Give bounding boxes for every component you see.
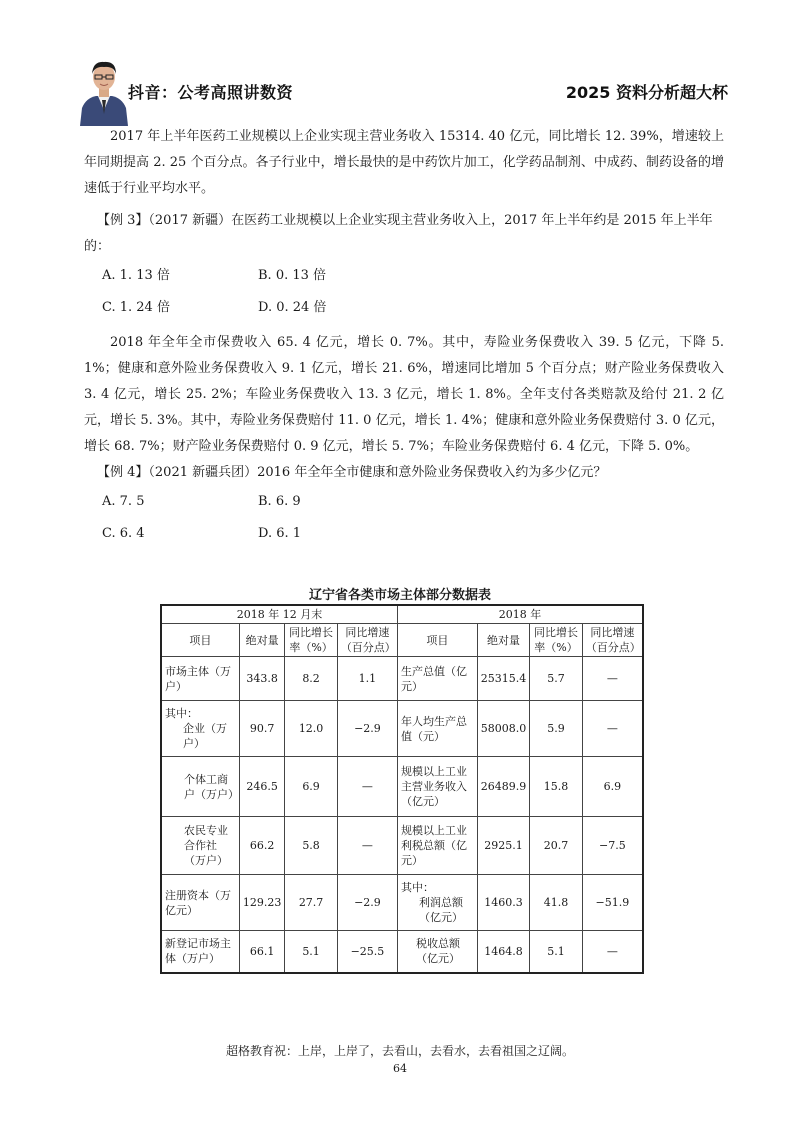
table-cell: 6.9 <box>582 757 643 817</box>
column-header: 绝对量 <box>477 624 530 657</box>
table-cell: 20.7 <box>530 817 582 875</box>
paragraph-medical-industry: 2017 年上半年医药工业规模以上企业实现主营业务收入 15314. 40 亿元，同比增长 12. 39%，增速较上年同期提高 2. 25 个百分点。各子行业中，增长最快的是中药饮片加工，化学药品制剂、中成药、制药设备的增速低于行业平均水平。 <box>84 129 724 196</box>
table-cell: −51.9 <box>582 875 643 931</box>
sub-label: 其中： <box>401 881 435 894</box>
header-douyin-label: 抖音：公考高照讲数资 <box>128 83 294 102</box>
page-footer-slogan: 超格教育祝：上岸，上岸了，去看山，去看水，去看祖国之辽阔。 <box>225 1044 574 1058</box>
example-4-options-row-2 <box>102 518 724 550</box>
table-cell <box>398 875 478 931</box>
table-cell: 规模以上工业利税总额（亿元） <box>398 817 478 875</box>
option-b: B. 6. 9 <box>258 494 301 509</box>
main-content <box>84 124 724 550</box>
table-cell: 新登记市场主体（万户） <box>161 931 239 973</box>
example-3-options-row-1 <box>102 260 724 292</box>
column-header: 同比增长率（%） <box>530 624 582 657</box>
table-cell: 5.1 <box>285 931 337 973</box>
header-book-title: 2025 资料分析超大杯 <box>565 83 728 102</box>
table-row <box>161 931 643 973</box>
author-photo <box>78 52 130 126</box>
row-label: 利润总额（亿元） <box>419 896 464 924</box>
table-cell: 5.9 <box>530 701 582 757</box>
table-cell: 25315.4 <box>477 657 530 701</box>
column-header: 同比增速（百分点） <box>582 624 643 657</box>
table-cell: 农民专业合作社（万户） <box>161 817 239 875</box>
column-header: 项目 <box>398 624 478 657</box>
option-d: D. 0. 24 倍 <box>258 300 327 315</box>
table-cell: 5.8 <box>285 817 337 875</box>
option-c: C. 1. 24 倍 <box>102 300 170 315</box>
option-c: C. 6. 4 <box>102 526 145 541</box>
table-cell: 5.7 <box>530 657 582 701</box>
table-title: 辽宁省各类市场主体部分数据表 <box>308 588 491 603</box>
group-header-right: 2018 年 <box>398 605 643 624</box>
table-cell: 年人均生产总值（元） <box>398 701 478 757</box>
table-cell: 5.1 <box>530 931 582 973</box>
table-cell: — <box>337 757 397 817</box>
table-cell: 15.8 <box>530 757 582 817</box>
table-cell: — <box>337 817 397 875</box>
column-header: 同比增速（百分点） <box>337 624 397 657</box>
table-cell: 生产总值（亿元） <box>398 657 478 701</box>
table-cell: 66.1 <box>239 931 285 973</box>
example-4-options-row-1 <box>102 486 724 518</box>
page-header <box>78 52 728 132</box>
option-a: A. 7. 5 <box>102 494 145 509</box>
group-header-left: 2018 年 12 月末 <box>161 605 398 624</box>
table-row <box>161 657 643 701</box>
table-cell: 26489.9 <box>477 757 530 817</box>
example-4-question: 【例 4】（2021 新疆兵团）2016 年全年全市健康和意外险业务保费收入约为多少亿元？ <box>97 465 607 480</box>
table-cell: 246.5 <box>239 757 285 817</box>
column-header: 同比增长率（%） <box>285 624 337 657</box>
table-cell: 58008.0 <box>477 701 530 757</box>
option-a: A. 1. 13 倍 <box>102 268 170 283</box>
row-label: 企业（万户） <box>183 722 227 750</box>
table-cell: −2.9 <box>337 701 397 757</box>
table-row <box>161 817 643 875</box>
table-cell: 个体工商户（万户） <box>161 757 239 817</box>
table-cell: 1460.3 <box>477 875 530 931</box>
paragraph-insurance: 2018 年全年全市保费收入 65. 4 亿元，增长 0. 7%。其中，寿险业务保费收入 39. 5 亿元，下降 5. 1%；健康和意外险业务保费收入 9. 1 亿元，增长 21. 6%，增速同比增加 5 个百分点；财产险业务保费收入 3. 4 亿元，增长 25. 2%；车险业务保费收入 13. 3 亿元，增长 1. 8%。全年支付各类赔款及给付 21. 2 亿元，增长 5. 3%。其中，寿险业务保费赔付 11. 0 亿元，增长 1. 4%；健康和意外险业务保费赔付 3. 0 亿元，增长 68. 7%；财产险业务保费赔付 0. 9 亿元，增长 5. 7%；车险业务保费赔付 6. 4 亿元，下降 5. 0%。 <box>84 335 724 454</box>
table-column-header <box>161 624 643 657</box>
table-cell: 27.7 <box>285 875 337 931</box>
option-d: D. 6. 1 <box>258 526 302 541</box>
page-number: 64 <box>393 1062 407 1075</box>
table-cell: −25.5 <box>337 931 397 973</box>
table-cell: 129.23 <box>239 875 285 931</box>
table-group-header <box>161 605 643 624</box>
table-cell: −7.5 <box>582 817 643 875</box>
table-cell: 41.8 <box>530 875 582 931</box>
table-row <box>161 757 643 817</box>
table-cell: 市场主体（万户） <box>161 657 239 701</box>
table-cell: 注册资本（万亿元） <box>161 875 239 931</box>
option-b: B. 0. 13 倍 <box>258 268 327 283</box>
table-cell: 12.0 <box>285 701 337 757</box>
table-cell: 1464.8 <box>477 931 530 973</box>
table-cell: 66.2 <box>239 817 285 875</box>
table-row <box>161 701 643 757</box>
table-cell: 2925.1 <box>477 817 530 875</box>
table-row <box>161 875 643 931</box>
table-cell: −2.9 <box>337 875 397 931</box>
table-cell: — <box>582 701 643 757</box>
table-cell: — <box>582 657 643 701</box>
table-cell <box>161 701 239 757</box>
column-header: 绝对量 <box>239 624 285 657</box>
table-cell: 8.2 <box>285 657 337 701</box>
table-cell: 规模以上工业主营业务收入（亿元） <box>398 757 478 817</box>
sub-label: 其中： <box>165 707 198 720</box>
table-cell: 1.1 <box>337 657 397 701</box>
example-3-question: 【例 3】（2017 新疆）在医药工业规模以上企业实现主营业务收入上，2017 年上半年约是 2015 年上半年的： <box>84 213 713 254</box>
table-cell: — <box>582 931 643 973</box>
table-cell: 6.9 <box>285 757 337 817</box>
example-3-options-row-2 <box>102 292 724 324</box>
table-cell: 90.7 <box>239 701 285 757</box>
column-header: 项目 <box>161 624 239 657</box>
table-cell: 343.8 <box>239 657 285 701</box>
market-entity-table <box>160 604 644 974</box>
table-cell: 税收总额（亿元） <box>398 931 478 973</box>
